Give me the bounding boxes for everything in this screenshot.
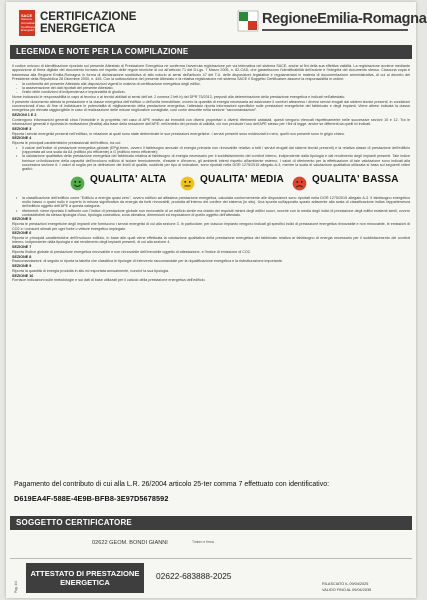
payment-line: Pagamento del contributo di cui alla L.R. 26/2004 articolo 25-ter comma 7 effettuato con identificativo: (14, 481, 330, 488)
attestato-label: ATTESTATO DI PRESTAZIONE ENERGETICA (26, 563, 144, 593)
attestato-dates (322, 581, 408, 593)
region-underline (262, 29, 408, 31)
valid-until-date: VALIDO FINO AL 09/04/2035 (322, 588, 372, 592)
section-text: Riporta le principali caratteristiche dell'involucro edilizio, in base alle quali viene effettuata la valutazione qualitativa della prestazione energetica del fabbricato relativa al fabbisogno di energia necessario per il soddisfacimento del comfort interno, indipendente dalla tipologia e dal rendimento degli impianti presenti, di cui alla sezione 4. (12, 236, 410, 245)
section-text: Riporta l'indice globale di prestazione energetica rinnovabile e non rinnovabile dell'immobile oggetto di attestazione, e l'indice di emissione di CO2. (12, 249, 251, 254)
quality-scale (12, 175, 410, 193)
quality-medium-label: QUALITA' MEDIA (200, 173, 284, 185)
section-title: SEZIONE 6 (12, 231, 32, 236)
section4-item: • la valutazione qualitativa della prestazione energetica del fabbricato relativa al fabbisogno di energia necessario per il soddisfacimento del comfort interno, indipendente dalla tipologia e dal rendimento degli impianti presenti. Tale indice fornisce un'indicazione della capacità dell'involucro edilizio di isolare termicamente, d'estate e d'inverno, gli ambienti interni rispetto all'ambiente esterno. I valori di riferimento per la effettuazione di tale valutazione sono indicati alla successiva sezione 6. I valori di soglia per la definizione dei livelli di qualità, suddivisi per tipo di indicatore, sono riportati nella DGR 1275/2015 allegato A-3, mentre la scala di valutazione qualitativa utilizzata si basa sui seguenti criteri grafici: (22, 154, 410, 171)
section-title: SEZIONE 5 (12, 217, 32, 222)
section4-after-list (12, 196, 410, 218)
section4-item: • il valore dell'indice di prestazione energetica globale (EPgl,tnren, ovvero il fabbisogno annuale di energia primaria non rinnovabile relativo a tutti i servizi erogati dai sistemi tecnici presenti) e la relativa classe di prestazione dell'edificio (rapportata ad una scala da A4 (edificio più efficiente) a G (edificio meno efficiente); (22, 146, 410, 155)
document-page (6, 2, 427, 598)
certificatore-bar: SOGGETTO CERTIFICATORE (10, 516, 412, 530)
section-title: SEZIONE 4 (12, 136, 32, 141)
legend-body (12, 64, 410, 283)
note-paragraph: Il presente documento attesta la prestazione e la classe energetica dell'edificio o dell'unità immobiliare, ovvero la quantità di energia necessaria ad assicurare il comfort attraverso i diversi servizi erogati dai sistemi tecnici presenti, in condizioni convenzionali d'uso. Al fine di individuare le potenzialità di miglioramento della prestazione energetica, l'attestato riporta informazioni specifiche sulle prestazioni energetiche del fabbricato e degli impianti. Viene altresì indicata la classe energetica più elevata raggiungibile in caso di realizzazione delle misure migliorative consigliate, così come descritte nella sezione "raccomandazioni". (12, 99, 410, 113)
attestato-footer (10, 558, 412, 598)
sace-logo-text: Accreditamento (21, 20, 42, 25)
section-title: SEZIONI 1 E 2 (12, 112, 37, 117)
document-title: CERTIFICAZIONE ENERGETICA (40, 11, 137, 35)
quality-high-label: QUALITA' ALTA (90, 173, 167, 185)
sace-logo-text: SACE (21, 13, 33, 18)
section-title: SEZIONE 10 (12, 273, 34, 278)
section-text: Riporta la quantità di energia prodotta in situ ed esportata annualmente, nonché la sua tipologia. (12, 268, 170, 273)
sace-logo-text: Certificatori (21, 24, 37, 29)
quality-low-label: QUALITA' BASSA (312, 173, 399, 185)
section-title: SEZIONE 8 (12, 254, 32, 259)
responsibility-item: - la conformità del presente Attestato alle disposizioni vigenti in materia di certificazione energetica degli edifici, (22, 82, 410, 86)
section-text: Raccomandazioni: di seguito si riporta la tabella che classifica le tipologie di intervento raccomandate per la riqualificazione energetica e la ristrutturazione importante. (12, 259, 283, 264)
section4-item: • la classificazione dell'edificio come "Edificio a energia quasi zero", ovvero edificio ad altissima prestazione energetica, calcolata conformemente alle disposizioni sono riportati nella DGR 1275/2015 allegato A-3. Il fabbisogno energetico molto basso o quasi nullo è coperto in misura significativa da energia da fonti rinnovabili, prodotta all'interno del confine del sistema (in situ). Una spunta sull'apposito spazio adiacente alla scala di classificazione indica l'appartenenza dell'edificio oggetto dell'APE a questa categoria. (22, 196, 410, 209)
attestato-code: 02622-683888-2025 (156, 571, 232, 581)
section-text: Riporta le prestazioni energetiche degli impianti che forniscono i servizi energetici di cui alla sezione 3. In particolare, per ciascun impianto vengono indicati gli specifici indici di prestazione energetica rinnovabile e non rinnovabile, le emissioni di CO2 e i consumi stimati per ogni fonte o vettore energetico impiegato. (12, 222, 410, 231)
responsibility-list (12, 82, 410, 95)
sace-logo-text: Sistema (21, 17, 32, 21)
section-text: Riporta le principali caratteristiche prestazionali dell'edificio, tra cui: (12, 140, 122, 145)
section-text: Fornisce indicazioni sulle metodologie e sui dati di base utilizzati per il calcolo della prestazione energetica dell'edificio. (12, 278, 206, 283)
signature-label: Timbro e firma (192, 540, 214, 544)
section4-item: • riferimenti: viene riportato il raffronto con l'indice di prestazione globale non rinnovabile di un edificio simile ma dotato dei requisiti minimi degli edifici nuovi, nonché con la media degli indici di prestazione degli edifici esistenti simili, ovvero contraddistinti da stessa tipologia d'uso, tipologia costruttiva, zona climatica, dimensioni ed esposizione di quello oggetto dell'attestato. (22, 209, 410, 218)
note-paragraph: Nome indicando le responsabilità in capo al tecnico o ai tecnici abilitati ai sensi dell'art. 2 comma 2 lett b) del DPR 75/2013, preposti alla determinazione della prestazione energetica e indicati nell'attestato. (12, 94, 346, 99)
section4-list (12, 146, 410, 172)
issued-date: RILASCIATO IL 09/04/2025 (322, 582, 369, 586)
responsibility-item: - la asseverazione dei dati riportati del presente Attestato, (22, 86, 410, 90)
certificatore-row (10, 534, 412, 552)
payment-code: D619EA4F-588E-4E9B-BFB8-3E97D5678592 (14, 494, 169, 503)
region-name: RegioneEmilia-Romagna (262, 11, 427, 27)
region-emblem-icon (238, 11, 258, 31)
page-tag: Pag. 4/4 (14, 581, 18, 593)
sace-logo (19, 10, 42, 36)
intro-paragraph: Il codice univoco di identificazione riportato sul presente Attestato di Prestazione Energetica ne conferma l'avvenuta registrazione per via telematica nel sistema SACE, anche ai fini della sua effettiva validità. La registrazione avviene mediante apposizione di firma digitale del documento formato nel rispetto delle regole tecniche di cui all'articolo 71 del D.Lgs. 7 Marzo 2005, n. 82-CAD, che garantiscono l'identificabilità dell'autore e l'integrità del documento stesso. Ciascuna copia è trasmessa alla Regione Emilia-Romagna in forma di dichiarazione sostitutiva di atto notorio ai sensi dell'articolo 47 del T.U. delle disposizioni legislative e regolamentari in materia di documentazione amministrativa, di cui al decreto del Presidente della Repubblica 28 Dicembre 2000, n. 445. Con la sottoscrizione del presente Attestato e la relativa registrazione nel sistema SACE il Soggetto Certificatore assume la responsabilità in ordine: (12, 64, 410, 82)
legend-bar: LEGENDA E NOTE PER LA COMPILAZIONE (10, 45, 412, 59)
sace-logo-text: Energetici (21, 28, 35, 33)
section-text: Contengono informazioni generali circa l'immobile e la proprietà; nel caso di APE relativo ad immobili con diversi proprietari o diversi riferimenti catastali, questi vengono elencati rispettivamente nelle successive sezioni 10 e 12. Tra le informazioni generali è riportata la motivazione (finalità) alla base della redazione dell'APE: nell'ambito del periodo di validità, ciò non preclude l'uso dell'APE stesso per i fini di legge, anche se differenti da quelli ivi indicati. (12, 117, 410, 127)
smiley-sad-icon (292, 176, 307, 191)
smiley-neutral-icon (180, 176, 195, 191)
section-title: SEZIONE 9 (12, 264, 32, 269)
certificatore-name: 02622 GEOM. BONDI GIANNI (92, 540, 168, 546)
smiley-happy-icon (70, 176, 85, 191)
region-logo (238, 9, 427, 35)
responsibility-item: - l'esito delle condizioni di indipendenza e imparzialità di giudizio. (22, 90, 410, 94)
section-title: SEZIONE 7 (12, 245, 32, 250)
section-text: Riporta i servizi energetici presenti nell'edificio, in relazione ai quali sono state determinate le sue prestazioni energetiche. I servizi presenti sono evidenziati in nero, quelli non presenti sono in grigio chiaro. (12, 131, 345, 136)
section-title: SEZIONE 3 (12, 126, 32, 131)
